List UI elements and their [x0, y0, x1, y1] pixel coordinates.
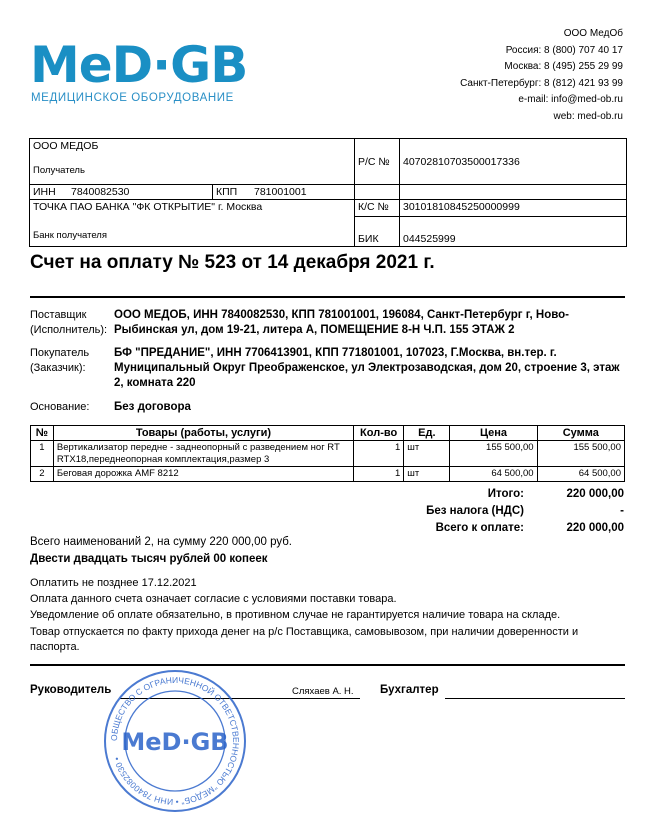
row-sum: 155 500,00: [537, 441, 624, 467]
total-label: Итого:: [487, 488, 524, 500]
stamp-center-logo: MeD·GB: [121, 728, 229, 756]
invoice-title: Счет на оплату № 523 от 14 декабря 2021 г.: [30, 252, 435, 273]
logo-wordmark: MeD·GB: [30, 36, 248, 94]
row-name: Вертикализатор передне - заднеопорный с разведением ног RT RTX18,переднеопорная комплектация,размер 3: [53, 441, 353, 467]
contact-web: web: med-ob.ru: [553, 110, 623, 122]
basis-value: Без договора: [114, 401, 191, 413]
bik-value: 044525999: [400, 217, 627, 247]
tax-value: -: [620, 505, 624, 517]
recipient-name: ООО МЕДОБ: [33, 140, 99, 152]
note-consent: Оплата данного счета означает согласие с условиями поставки товара.: [30, 593, 397, 605]
inn-value: 7840082530: [68, 185, 213, 200]
director-name: Сляхаев А. Н.: [292, 686, 354, 697]
total-value: 220 000,00: [566, 488, 624, 500]
basis-label: Основание:: [30, 401, 90, 413]
row-qty: 1: [353, 467, 403, 482]
rs-value: 40702810703500017336: [400, 155, 627, 185]
table-row: [31, 467, 625, 482]
header-sum: Сумма: [537, 426, 624, 441]
row-price: 64 500,00: [450, 467, 537, 482]
header-name: Товары (работы, услуги): [53, 426, 353, 441]
due-value: 220 000,00: [566, 522, 624, 534]
director-label: Руководитель: [30, 684, 112, 696]
supplier-value: ООО МЕДОБ, ИНН 7840082530, КПП 781001001, 196084, Санкт-Петербург г, Ново-Рыбинская ул, дом 19-21, литера А, ПОМЕЩЕНИЕ 8-Н Ч.П. 155 ЭТАЖ 2: [114, 309, 569, 336]
bank-name: ТОЧКА ПАО БАНКА "ФК ОТКРЫТИЕ" г. Москва: [33, 201, 263, 213]
ks-label: К/С №: [355, 200, 400, 217]
note-deadline: Оплатить не позднее 17.12.2021: [30, 577, 197, 589]
contact-phone-moscow: Москва: 8 (495) 255 29 99: [504, 61, 623, 72]
accountant-sign-line: [445, 698, 625, 699]
contact-phone-spb: Санкт-Петербург: 8 (812) 421 93 99: [460, 77, 623, 89]
row-unit: шт: [404, 441, 450, 467]
company-contacts: [460, 26, 623, 125]
logo-tagline: МЕДИЦИНСКОЕ ОБОРУДОВАНИЕ: [31, 92, 234, 104]
header-unit: Ед.: [404, 426, 450, 441]
company-stamp: [102, 668, 248, 814]
row-unit: шт: [404, 467, 450, 482]
row-num: 1: [31, 441, 54, 467]
ks-value: 30101810845250000999: [400, 200, 627, 217]
row-sum: 64 500,00: [537, 467, 624, 482]
contact-phone-russia: Россия: 8 (800) 707 40 17: [505, 44, 623, 56]
row-qty: 1: [353, 441, 403, 467]
bank-label: Банк получателя: [33, 230, 107, 241]
summary-amount-words: Двести двадцать тысяч рублей 00 копеек: [30, 553, 268, 565]
inn-label: ИНН: [30, 185, 69, 200]
kpp-value: 781001001: [251, 185, 355, 200]
buyer-value: БФ "ПРЕДАНИЕ", ИНН 7706413901, КПП 771801001, 107023, Г.Москва, вн.тер. г. Муниципальный Округ Преображенское, ул Электрозаводская, дом 20, строение 3, этаж 2, комната 220: [114, 347, 620, 389]
row-price: 155 500,00: [450, 441, 537, 467]
notes-rule: [30, 664, 625, 666]
recipient-cell: [30, 139, 355, 185]
kpp-label: КПП: [213, 185, 252, 200]
totals-block: [426, 486, 624, 537]
bik-label: БИК: [355, 217, 400, 247]
row-num: 2: [31, 467, 54, 482]
header-qty: Кол-во: [353, 426, 403, 441]
supplier-label: Поставщик (Исполнитель):: [30, 309, 108, 336]
bank-details-table: [29, 138, 627, 247]
tax-label: Без налога (НДС): [426, 505, 524, 517]
bank-name-cell: [30, 200, 355, 247]
stamp-ring-text: ОБЩЕСТВО С ОГРАНИЧЕННОЙ ОТВЕТСТВЕННОСТЬЮ "МЕДОБ" • ИНН 7840082530 •: [108, 674, 242, 808]
summary-count: Всего наименований 2, на сумму 220 000,00 руб.: [30, 536, 293, 548]
note-release: Товар отпускается по факту прихода денег на р/с Поставщика, самовывозом, при наличии доверенности и паспорта.: [30, 626, 579, 653]
due-label: Всего к оплате:: [435, 522, 524, 534]
note-notice: Уведомление об оплате обязательно, в противном случае не гарантируется наличие товара на складе.: [30, 609, 561, 621]
table-row: [31, 441, 625, 467]
header-num: №: [31, 426, 54, 441]
accountant-label: Бухгалтер: [380, 684, 439, 696]
items-header-row: [31, 426, 625, 441]
header-price: Цена: [450, 426, 537, 441]
rs-label: Р/С №: [355, 155, 400, 185]
contact-email: e-mail: info@med-ob.ru: [518, 94, 623, 105]
title-rule: [30, 296, 625, 298]
contact-company: ООО МедОб: [563, 28, 623, 39]
buyer-label: Покупатель (Заказчик):: [30, 347, 90, 374]
items-table: [30, 425, 625, 482]
recipient-label: Получатель: [33, 165, 85, 176]
company-logo: [30, 36, 280, 110]
row-name: Беговая дорожка AMF 8212: [53, 467, 353, 482]
